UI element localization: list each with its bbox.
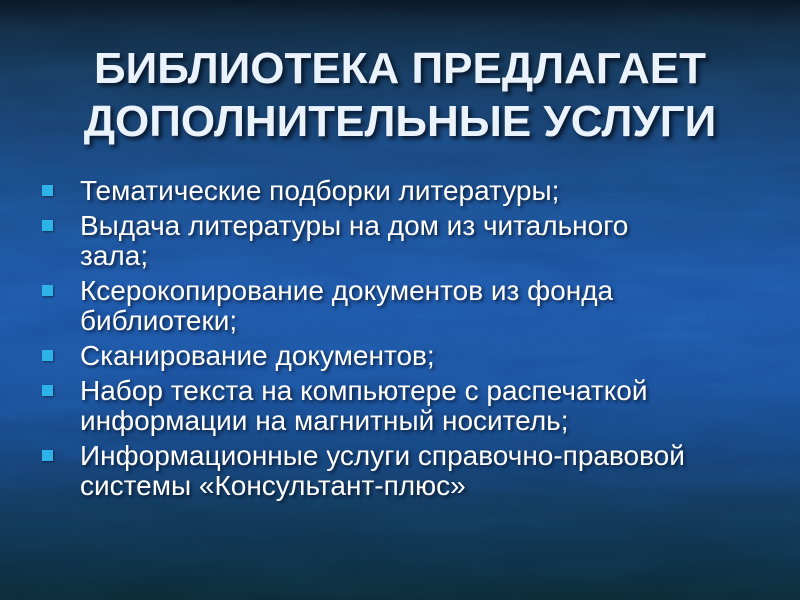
bullet-text: Ксерокопирование документов из фонда библиотеки; (80, 275, 614, 336)
slide-title (30, 42, 770, 148)
square-bullet-icon (42, 285, 53, 296)
list-item (40, 441, 702, 501)
square-bullet-icon (42, 350, 53, 361)
list-item (40, 276, 702, 336)
bullet-text: Сканирование документов; (80, 340, 435, 371)
square-bullet-icon (42, 220, 53, 231)
list-item (40, 341, 702, 371)
list-item (40, 176, 702, 206)
square-bullet-icon (42, 450, 53, 461)
list-item (40, 376, 702, 436)
bullet-list (40, 176, 702, 501)
bullet-text: Выдача литературы на дом из читального зала; (80, 210, 629, 271)
bullet-text: Набор текста на компьютере с распечаткой информации на магнитный носитель; (80, 375, 648, 436)
square-bullet-icon (42, 185, 53, 196)
bullet-text: Тематические подборки литературы; (80, 175, 560, 206)
square-bullet-icon (42, 385, 53, 396)
slide-title-line-2: ДОПОЛНИТЕЛЬНЫЕ УСЛУГИ (83, 97, 717, 146)
slide-title-line-1: БИБЛИОТЕКА ПРЕДЛАГАЕТ (93, 44, 707, 93)
list-item (40, 211, 702, 271)
bullet-text: Информационные услуги справочно-правовой системы «Консультант-плюс» (80, 440, 685, 501)
